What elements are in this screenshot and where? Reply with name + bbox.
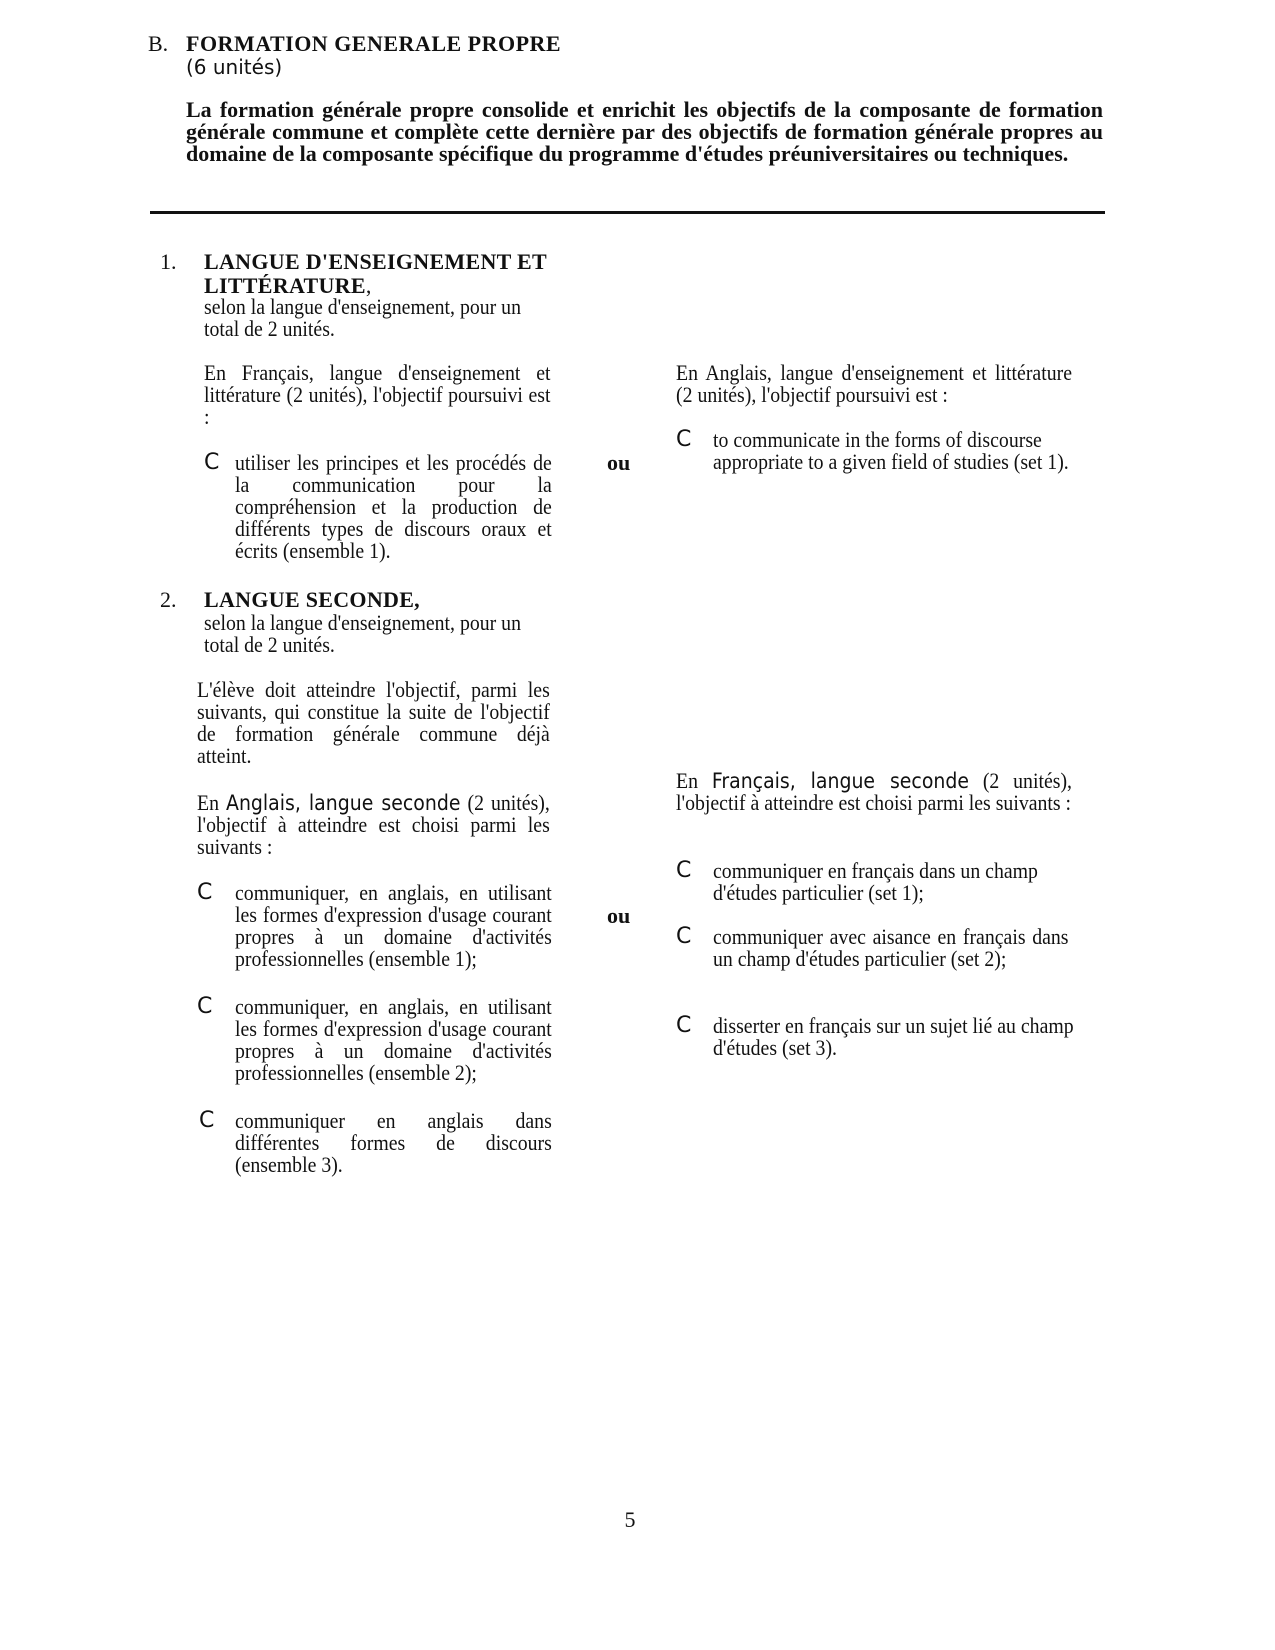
item1-title bbox=[204, 250, 547, 298]
bullet-icon: C bbox=[676, 924, 692, 949]
item2-fr-lead-name: Français, langue seconde bbox=[711, 769, 969, 793]
section-letter: B. bbox=[148, 31, 169, 56]
bullet-icon: C bbox=[204, 450, 220, 475]
item1-title-line1: LANGUE D'ENSEIGNEMENT ET bbox=[204, 249, 547, 274]
item2-fr-lead-prefix: En bbox=[676, 768, 699, 793]
bullet-icon: C bbox=[676, 858, 692, 883]
bullet-icon: C bbox=[676, 427, 692, 452]
item1-fr-intro: En Français, langue d'enseignement et littérature (2 unités), l'objectif poursuivi est : bbox=[204, 360, 551, 429]
item2-en-bullet-1: communiquer, en anglais, en utilisant les formes d'expression d'usage courant propres à un domaine d'activités professionnelles (ensemble 1); bbox=[235, 880, 552, 971]
bullet-icon: C bbox=[197, 880, 213, 905]
item2-fr-bullet-1: communiquer en français dans un champ d'études particulier (set 1); bbox=[713, 858, 1038, 905]
bullet-icon: C bbox=[199, 1108, 215, 1133]
bullet-icon: C bbox=[197, 994, 213, 1019]
item2-fr-lead-rest: (2 unités), l'objectif à atteindre est choisi parmi les suivants : bbox=[676, 768, 1072, 815]
item2-en-lead-rest: (2 unités), l'objectif à atteindre est choisi parmi les suivants : bbox=[197, 790, 550, 859]
section-intro: La formation générale propre consolide et enrichit les objectifs de la composante de formation générale commune et complète cette dernière par des objectifs de formation générale propres au domaine de la composante spécifique du programme d'études préuniversitaires ou techniques. bbox=[186, 97, 1103, 166]
item1-subtitle: selon la langue d'enseignement, pour un total de 2 unités. bbox=[204, 294, 521, 341]
item2-title: LANGUE SECONDE, bbox=[204, 587, 420, 612]
item1-title-line2: LITTÉRATURE bbox=[204, 273, 366, 298]
page-number: 5 bbox=[624, 1507, 636, 1532]
item1-number: 1. bbox=[160, 249, 177, 274]
item1-en-bullet-1: to communicate in the forms of discourse appropriate to a given field of studies (set 1). bbox=[713, 427, 1069, 474]
item2-en-bullet-3: communiquer en anglais dans différentes formes de discours (ensemble 3). bbox=[235, 1108, 552, 1177]
item2-en-lead bbox=[197, 792, 550, 858]
section-units: (6 unités) bbox=[186, 55, 283, 79]
item2-subtitle: selon la langue d'enseignement, pour un total de 2 unités. bbox=[204, 610, 521, 657]
item2-en-lead-name: Anglais, langue seconde bbox=[226, 791, 461, 815]
item1-en-intro: En Anglais, langue d'enseignement et littérature (2 unités), l'objectif poursuivi est : bbox=[676, 360, 1072, 407]
item2-or-label: ou bbox=[607, 903, 631, 928]
item2-fr-bullet-3: disserter en français sur un sujet lié au champ d'études (set 3). bbox=[713, 1013, 1074, 1060]
section-title: FORMATION GENERALE PROPRE bbox=[186, 31, 562, 56]
item2-fr-lead bbox=[676, 770, 1072, 814]
item2-fr-bullet-2: communiquer avec aisance en français dans un champ d'études particulier (set 2); bbox=[713, 924, 1069, 971]
item2-number: 2. bbox=[160, 587, 177, 612]
bullet-icon: C bbox=[676, 1013, 692, 1038]
item2-en-lead-prefix: En bbox=[197, 790, 220, 815]
item2-intro: L'élève doit atteindre l'objectif, parmi les suivants, qui constitue la suite de l'objectif de formation générale commune déjà atteint. bbox=[197, 677, 550, 768]
section-divider bbox=[150, 211, 1105, 214]
item2-en-bullet-2: communiquer, en anglais, en utilisant les formes d'expression d'usage courant propres à un domaine d'activités professionnelles (ensemble 2); bbox=[235, 994, 552, 1085]
item1-or-label: ou bbox=[607, 450, 631, 475]
item1-title-suffix: , bbox=[365, 273, 372, 298]
item1-fr-bullet-1: utiliser les principes et les procédés de la communication pour la compréhension et la production de différents types de discours oraux et écrits (ensemble 1). bbox=[235, 450, 552, 563]
